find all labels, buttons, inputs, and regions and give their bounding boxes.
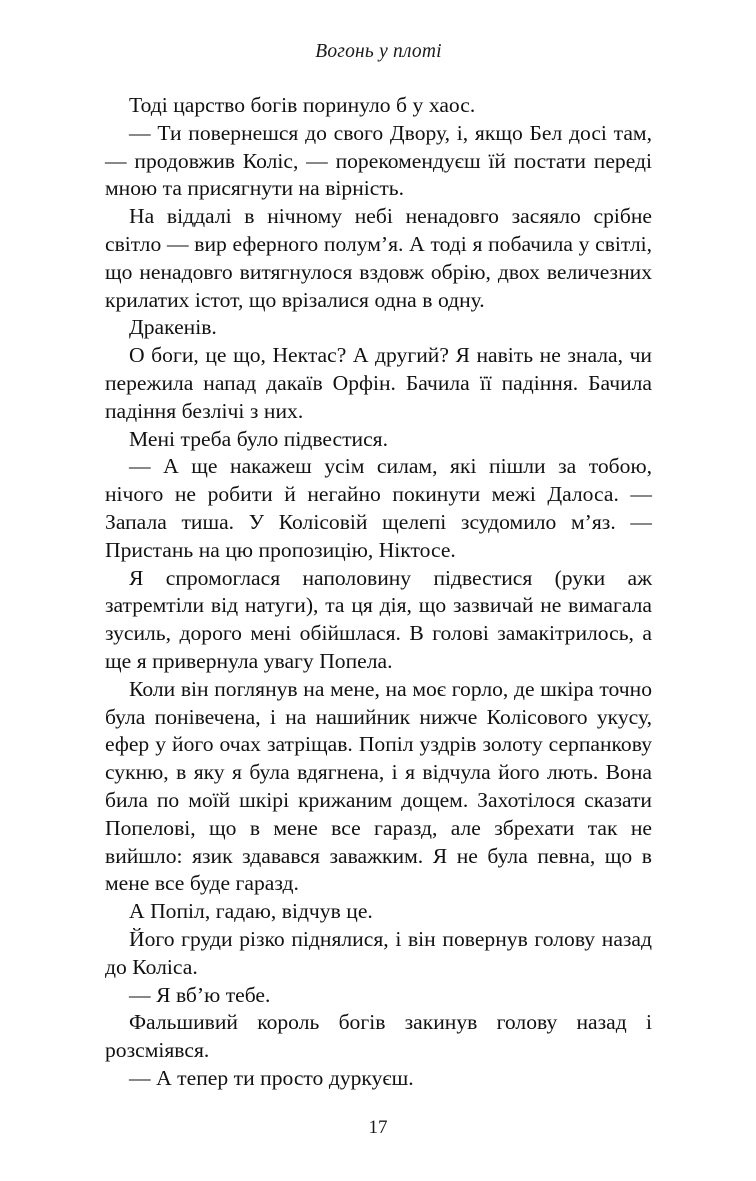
paragraph: — Ти повернешся до свого Двору, і, якщо Бел досі там, — продовжив Коліс, — порекомендуєш їй постати переді мною та присягнути на вірність. [105, 120, 652, 201]
paragraph: Тоді царство богів поринуло б у хаос. [129, 93, 476, 117]
paragraph: Мені треба було підвестися. [129, 426, 389, 451]
paragraph: Дракенів. [129, 315, 217, 340]
body-text-column [105, 92, 652, 1093]
paragraph: — А ще накажеш усім силам, які пішли за тобою, нічого не робити й негайно покинути межі Далоса. — Запала тиша. У Колісовій щелепі зсудомило м’яз. — Пристань на цю пропозицію, Ніктосе. [105, 454, 652, 562]
paragraph: Я спромоглася наполовину підвестися (руки аж затремтіли від натуги), та ця дія, що зазвичай не вимагала зусиль, дорого мені обійшлася. В голові замакітрилось, а ще я привернула увагу Попела. [105, 565, 652, 673]
paragraph: Його груди різко піднялися, і він повернув голову назад до Коліса. [105, 926, 652, 979]
paragraph: А Попіл, гадаю, відчув це. [129, 899, 373, 924]
paragraph: — А тепер ти просто дуркуєш. [129, 1065, 414, 1090]
page-number: 17 [368, 1117, 388, 1138]
paragraph: Фальшивий король богів закинув голову назад і розсміявся. [105, 1010, 652, 1063]
paragraph: О боги, це що, Нектас? А другий? Я навіть не знала, чи пережила напад дакаїв Орфін. Бачила її падіння. Бачила падіння безлічі з них. [105, 343, 652, 423]
paragraph: — Я вб’ю тебе. [129, 982, 271, 1007]
running-head: Вогонь у плоті [315, 41, 442, 62]
paragraph: На віддалі в нічному небі ненадовго засяяло срібне світло — вир еферного полум’я. А тоді я побачила у світлі, що ненадовго витягнулося вздовж обрію, двох величезних крилатих істот, що врізалися одна в одну. [105, 204, 652, 312]
paragraph: Коли він поглянув на мене, на моє горло, де шкіра точно була понівечена, і на нашийник нижче Колісового укусу, ефер у його очах затріщав. Попіл уздрів золоту серпанкову сукню, в яку я була вдягнена, і я відчула його лють. Вона била по моїй шкірі крижаним дощем. Захотілося сказати Попелові, що в мене все гаразд, але збрехати так не вийшло: язик здавався заважким. Я не була певна, що в мене все буде гаразд. [105, 676, 652, 896]
